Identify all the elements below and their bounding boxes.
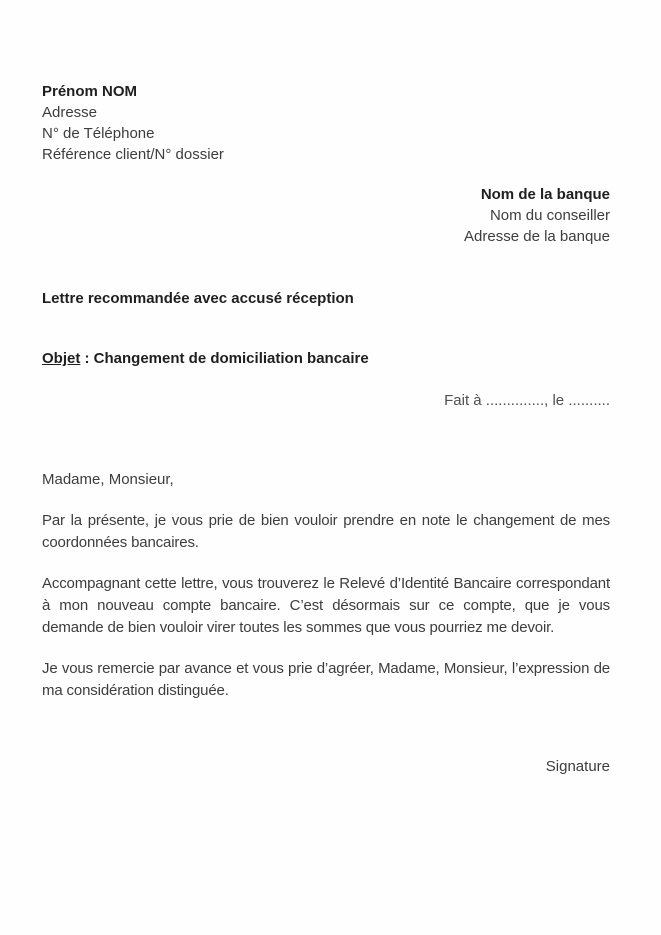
date-place-line: Fait à .............., le ..........	[444, 392, 610, 409]
sender-block	[42, 81, 610, 165]
body-paragraph-2: Accompagnant cette lettre, vous trouverez le Relevé d’Identité Bancaire correspondant à mon nouveau compte bancaire. C’est désormais sur ce compte, que je vous demande de bien vouloir virer toutes les sommes que vous pourriez me devoir.	[42, 575, 610, 636]
subject-label: Objet	[42, 350, 81, 367]
subject-text: : Changement de domiciliation bancaire	[80, 350, 369, 367]
recipient-bank-name: Nom de la banque	[480, 186, 610, 203]
recipient-advisor-name: Nom du conseiller	[489, 207, 610, 224]
salutation: Madame, Monsieur,	[42, 471, 174, 488]
body-paragraph-1: Par la présente, je vous prie de bien vouloir prendre en note le changement de mes coordonnées bancaires.	[42, 512, 610, 551]
body-paragraph-3: Je vous remercie par avance et vous prie d’agréer, Madame, Monsieur, l’expression de ma considération distinguée.	[42, 660, 610, 699]
sender-phone: N° de Téléphone	[42, 125, 155, 142]
subject-line	[42, 348, 610, 369]
signature-label: Signature	[545, 758, 610, 775]
sender-client-reference: Référence client/N° dossier	[42, 146, 224, 163]
recipient-bank-address: Adresse de la banque	[464, 228, 610, 245]
sender-name: Prénom NOM	[42, 83, 138, 100]
recipient-block	[42, 184, 610, 247]
registered-mail-line: Lettre recommandée avec accusé réception	[42, 290, 354, 307]
sender-address: Adresse	[42, 104, 98, 121]
